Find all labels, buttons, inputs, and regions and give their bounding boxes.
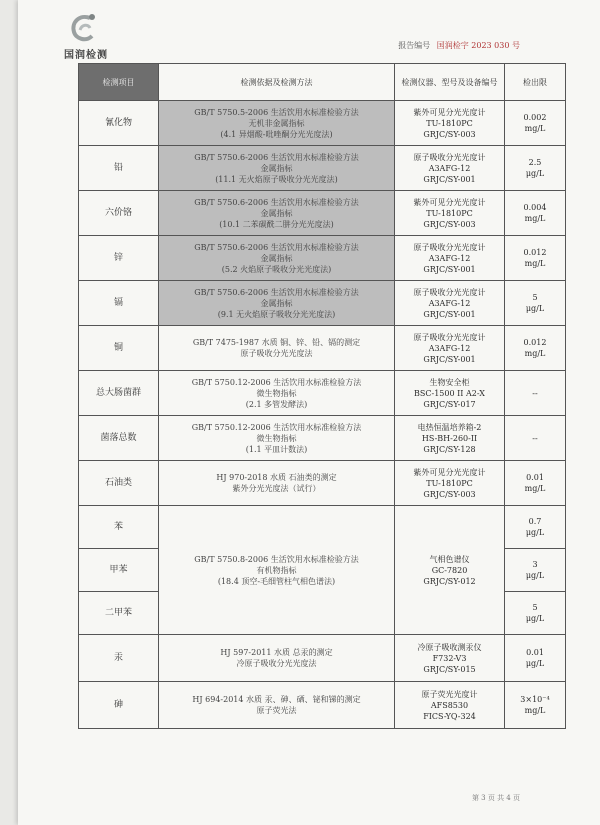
limit-line: 0.01 <box>526 648 544 657</box>
instrument-line: A3AFG-12 <box>428 298 471 308</box>
limit-cell <box>505 101 566 146</box>
instrument-line: GRJC/SY-128 <box>423 444 476 454</box>
item-cell: 铅 <box>79 146 159 191</box>
item-cell: 菌落总数 <box>79 416 159 461</box>
method-line: 金属指标 <box>260 208 293 218</box>
test-method-table <box>78 63 566 729</box>
method-line: 微生物指标 <box>256 433 297 443</box>
method-line: (4.1 异烟酸-吡唑酮分光光度法) <box>220 129 333 139</box>
method-line: (2.1 多管发酵法) <box>245 399 308 409</box>
table-row <box>79 371 566 416</box>
report-number <box>398 40 520 51</box>
limit-line: μg/L <box>525 528 545 537</box>
method-line: (5.2 火焰原子吸收分光光度法) <box>221 264 332 274</box>
limit-cell <box>505 506 566 549</box>
limit-line: 5 <box>532 603 538 612</box>
limit-line: mg/L <box>524 259 546 268</box>
limit-cell <box>505 371 566 416</box>
method-line: GB/T 5750.5-2006 生活饮用水标准检验方法 <box>194 107 359 117</box>
method-line: (1.1 平皿计数法) <box>245 444 308 454</box>
method-line: 紫外分光光度法（试行） <box>232 484 321 493</box>
method-cell <box>159 236 395 281</box>
instrument-line: AFS8530 <box>430 700 469 710</box>
limit-line: 3 <box>532 560 538 569</box>
method-line: 无机非金属指标 <box>248 118 305 128</box>
limit-line: 0.01 <box>526 473 544 482</box>
limit-line: 0.7 <box>528 517 542 526</box>
instrument-line: GRJC/SY-003 <box>423 219 476 229</box>
table-row <box>79 146 566 191</box>
item-cell: 石油类 <box>79 461 159 506</box>
instrument-line: BSC-1500 II A2-X <box>414 388 485 398</box>
limit-cell <box>505 146 566 191</box>
table-row <box>79 682 566 729</box>
method-cell <box>159 416 395 461</box>
instrument-line: 原子吸收分光光度计 <box>413 332 486 342</box>
item-cell: 甲苯 <box>79 549 159 592</box>
table-row <box>79 461 566 506</box>
limit-cell <box>505 281 566 326</box>
instrument-line: GRJC/SY-015 <box>423 664 476 674</box>
method-cell <box>159 281 395 326</box>
limit-cell <box>505 236 566 281</box>
instrument-line: 原子吸收分光光度计 <box>413 242 486 252</box>
page-footer: 第 3 页 共 4 页 <box>471 794 520 802</box>
instrument-cell <box>395 416 505 461</box>
method-cell <box>159 506 395 635</box>
method-line: GB/T 5750.8-2006 生活饮用水标准检验方法 <box>194 554 359 564</box>
table-header-row <box>79 64 566 101</box>
logo-mark-icon <box>68 12 98 44</box>
table-row <box>79 416 566 461</box>
instrument-line: GRJC/SY-003 <box>423 489 476 499</box>
instrument-cell <box>395 635 505 682</box>
limit-cell <box>505 682 566 729</box>
instrument-cell <box>395 146 505 191</box>
item-cell: 镉 <box>79 281 159 326</box>
instrument-line: 气相色谱仪 <box>429 554 470 564</box>
instrument-line: 原子荧光光度计 <box>421 689 478 699</box>
instrument-line: 冷原子吸收测汞仪 <box>417 642 482 652</box>
instrument-cell <box>395 682 505 729</box>
method-line: GB/T 5750.12-2006 生活饮用水标准检验方法 <box>191 422 362 432</box>
instrument-line: GC-7820 <box>431 565 468 575</box>
instrument-line: GRJC/SY-001 <box>423 174 476 184</box>
instrument-cell <box>395 101 505 146</box>
limit-line: 0.012 <box>523 338 547 347</box>
method-line: 原子荧光法 <box>256 706 297 715</box>
instrument-cell <box>395 326 505 371</box>
method-cell <box>159 101 395 146</box>
limit-line: μg/L <box>525 169 545 178</box>
instrument-cell <box>395 191 505 236</box>
instrument-line: HS-BH-260-II <box>421 433 478 443</box>
instrument-line: GRJC/SY-012 <box>423 576 476 586</box>
report-number-label: 报告编号 <box>398 41 431 50</box>
limit-line: 2.5 <box>528 158 542 167</box>
method-cell <box>159 635 395 682</box>
limit-line: 0.012 <box>523 248 547 257</box>
instrument-line: 紫外可见分光光度计 <box>413 467 486 477</box>
limit-cell <box>505 635 566 682</box>
limit-line: -- <box>532 388 538 398</box>
limit-line: mg/L <box>524 349 546 358</box>
limit-cell <box>505 326 566 371</box>
table-row <box>79 101 566 146</box>
instrument-line: 生物安全柜 <box>429 377 470 387</box>
limit-line: 5 <box>532 293 538 302</box>
instrument-line: GRJC/SY-001 <box>423 354 476 364</box>
instrument-line: 原子吸收分光光度计 <box>413 152 486 162</box>
item-cell: 六价铬 <box>79 191 159 236</box>
table-row <box>79 506 566 549</box>
method-line: 金属指标 <box>260 253 293 263</box>
method-line: GB/T 5750.6-2006 生活饮用水标准检验方法 <box>194 242 359 252</box>
instrument-line: GRJC/SY-017 <box>423 399 476 409</box>
item-cell: 铜 <box>79 326 159 371</box>
instrument-cell <box>395 236 505 281</box>
instrument-line: 紫外可见分光光度计 <box>413 197 486 207</box>
report-page <box>18 0 600 825</box>
item-cell: 二甲苯 <box>79 592 159 635</box>
instrument-line: F732-V3 <box>432 653 467 663</box>
method-line: GB/T 7475-1987 水质 铜、锌、铅、镉的测定 <box>192 338 361 347</box>
col-header-limit: 检出限 <box>505 64 566 101</box>
limit-cell <box>505 191 566 236</box>
method-line: (10.1 二苯碳酰二肼分光光度法) <box>219 219 334 229</box>
method-line: GB/T 5750.6-2006 生活饮用水标准检验方法 <box>194 287 359 297</box>
method-line: (9.1 无火焰原子吸收分光光度法) <box>217 309 336 319</box>
instrument-cell <box>395 461 505 506</box>
limit-line: μg/L <box>525 614 545 623</box>
method-cell <box>159 146 395 191</box>
instrument-line: 紫外可见分光光度计 <box>413 107 486 117</box>
limit-cell <box>505 592 566 635</box>
item-cell: 苯 <box>79 506 159 549</box>
col-header-instrument: 检测仪器、型号及设备编号 <box>395 64 505 101</box>
method-line: HJ 970-2018 水质 石油类的测定 <box>216 473 337 482</box>
method-line: 微生物指标 <box>256 388 297 398</box>
method-line: GB/T 5750.12-2006 生活饮用水标准检验方法 <box>191 377 362 387</box>
method-line: GB/T 5750.6-2006 生活饮用水标准检验方法 <box>194 197 359 207</box>
instrument-line: GRJC/SY-001 <box>423 264 476 274</box>
col-header-method: 检测依据及检测方法 <box>159 64 395 101</box>
instrument-line: 原子吸收分光光度计 <box>413 287 486 297</box>
instrument-line: 电热恒温培养箱-2 <box>417 422 482 432</box>
method-line: 有机物指标 <box>256 565 297 575</box>
method-cell <box>159 682 395 729</box>
company-logo <box>54 12 114 62</box>
limit-line: μg/L <box>525 304 545 313</box>
method-line: 金属指标 <box>260 163 293 173</box>
limit-line: mg/L <box>524 484 546 493</box>
col-header-item: 检测项目 <box>79 64 159 101</box>
method-line: (11.1 无火焰原子吸收分光光度法) <box>215 174 338 184</box>
limit-line: mg/L <box>524 706 546 715</box>
limit-line: 0.002 <box>523 113 547 122</box>
item-cell: 锌 <box>79 236 159 281</box>
limit-cell <box>505 549 566 592</box>
item-cell: 氰化物 <box>79 101 159 146</box>
instrument-line: TU-1810PC <box>426 208 473 218</box>
item-cell: 砷 <box>79 682 159 729</box>
table-row <box>79 281 566 326</box>
method-line: 冷原子吸收分光光度法 <box>236 659 317 668</box>
instrument-line: A3AFG-12 <box>428 343 471 353</box>
method-line: 原子吸收分光光度法 <box>240 349 313 358</box>
limit-line: μg/L <box>525 571 545 580</box>
report-number-value: 国润检字 2023 030 号 <box>436 41 520 50</box>
limit-line: 3×10⁻⁴ <box>520 695 550 704</box>
limit-line: -- <box>532 433 538 443</box>
limit-cell <box>505 416 566 461</box>
method-cell <box>159 191 395 236</box>
logo-text: 国润检测 <box>64 50 108 61</box>
item-cell: 总大肠菌群 <box>79 371 159 416</box>
instrument-line: A3AFG-12 <box>428 163 471 173</box>
instrument-cell <box>395 371 505 416</box>
instrument-cell <box>395 506 505 635</box>
method-cell <box>159 326 395 371</box>
instrument-line: A3AFG-12 <box>428 253 471 263</box>
method-line: HJ 694-2014 水质 汞、砷、硒、铋和锑的测定 <box>192 695 361 704</box>
limit-line: mg/L <box>524 124 546 133</box>
table-row <box>79 635 566 682</box>
instrument-line: FICS-YQ-324 <box>423 711 476 721</box>
limit-line: μg/L <box>525 659 545 668</box>
limit-cell <box>505 461 566 506</box>
table-row <box>79 191 566 236</box>
method-line: (18.4 顶空-毛细管柱气相色谱法) <box>217 576 336 586</box>
item-cell: 汞 <box>79 635 159 682</box>
method-line: HJ 597-2011 水质 总汞的测定 <box>220 648 333 657</box>
instrument-line: GRJC/SY-001 <box>423 309 476 319</box>
instrument-cell <box>395 281 505 326</box>
method-line: GB/T 5750.6-2006 生活饮用水标准检验方法 <box>194 152 359 162</box>
limit-line: mg/L <box>524 214 546 223</box>
method-cell <box>159 371 395 416</box>
limit-line: 0.004 <box>523 203 547 212</box>
method-line: 金属指标 <box>260 298 293 308</box>
instrument-line: GRJC/SY-003 <box>423 129 476 139</box>
method-cell <box>159 461 395 506</box>
instrument-line: TU-1810PC <box>426 118 473 128</box>
table-row <box>79 236 566 281</box>
table-row <box>79 326 566 371</box>
instrument-line: TU-1810PC <box>426 478 473 488</box>
